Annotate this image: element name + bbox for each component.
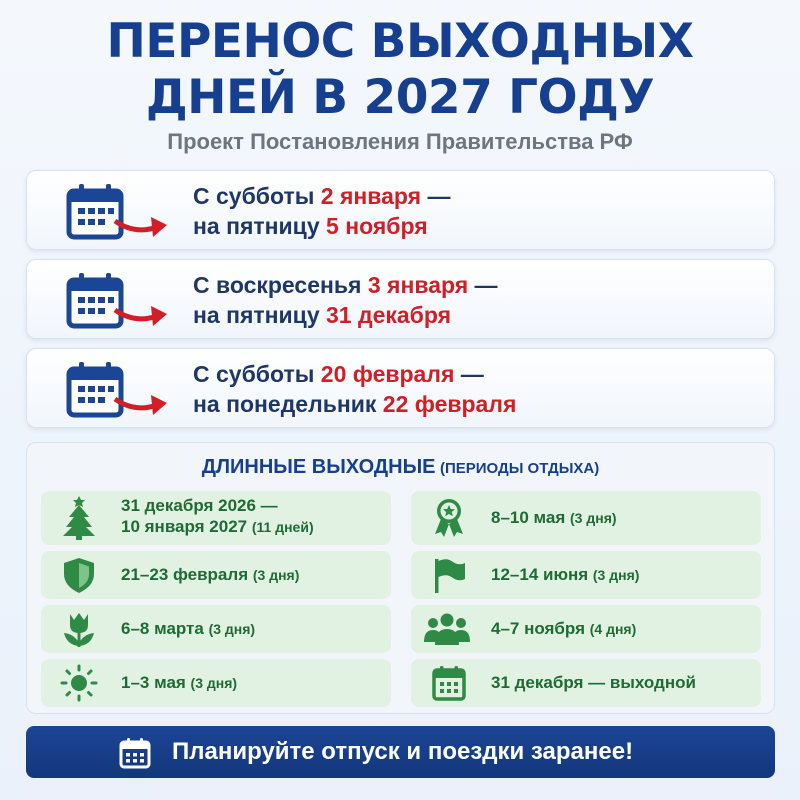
transfer-card-3 [26,348,775,428]
christmas-tree-icon [59,495,99,541]
long-weekends-panel [26,442,775,714]
from-date: 20 февраля [320,361,455,387]
period-february [41,551,391,599]
flag-icon [429,555,469,595]
tulip-icon [59,609,99,649]
period-text: 6–8 марта (3 дня) [121,619,256,638]
period-may-victory [411,491,761,545]
from-date: 3 января [367,272,469,298]
period-december-31 [411,659,761,707]
period-text: 4–7 ноября (4 дня) [491,619,637,638]
calendar-icon [118,736,152,770]
period-text: 31 декабря — выходной [491,673,696,692]
page-title [0,14,800,126]
transfer-text: С субботы 20 февраля — на понедельник 22 февраля [193,361,517,417]
footer-text: Планируйте отпуск и поездки заранее! [172,738,634,765]
title-line-2: ДНЕЙ В 2027 ГОДУ [145,70,655,125]
page-subtitle: Проект Постановления Правительства РФ [167,129,633,154]
period-new-year [41,491,391,545]
transfer-text: С субботы 2 января — на пятницу 5 ноября [193,183,451,239]
from-date: 2 января [320,183,422,209]
period-text: 8–10 мая (3 дня) [491,508,617,527]
footer-banner [26,726,775,778]
period-text: 1–3 мая (3 дня) [121,673,238,692]
people-icon [423,609,471,649]
transfer-card-2 [26,259,775,339]
calendar-arrow-icon [63,181,173,243]
title-line-1: ПЕРЕНОС ВЫХОДНЫХ [106,14,694,69]
to-date: 5 ноября [326,213,428,239]
period-text: 31 декабря 2026 — 10 января 2027 (11 дней) [121,496,314,536]
period-june [411,551,761,599]
medal-icon [429,497,469,537]
sun-icon [59,663,99,703]
transfer-text: С воскресенья 3 января — на пятницу 31 декабря [193,272,498,328]
period-text: 12–14 июня (3 дня) [491,565,640,584]
period-march [41,605,391,653]
calendar-arrow-icon [63,359,173,421]
period-may-first [41,659,391,707]
long-weekends-heading: ДЛИННЫЕ ВЫХОДНЫЕ (ПЕРИОДЫ ОТДЫХА) [201,456,600,478]
transfer-card-1 [26,170,775,250]
calendar-icon [429,663,469,703]
period-november [411,605,761,653]
to-date: 31 декабря [326,302,452,328]
shield-icon [59,555,99,595]
period-text: 21–23 февраля (3 дня) [121,565,300,584]
to-date: 22 февраля [382,391,517,417]
calendar-arrow-icon [63,270,173,332]
